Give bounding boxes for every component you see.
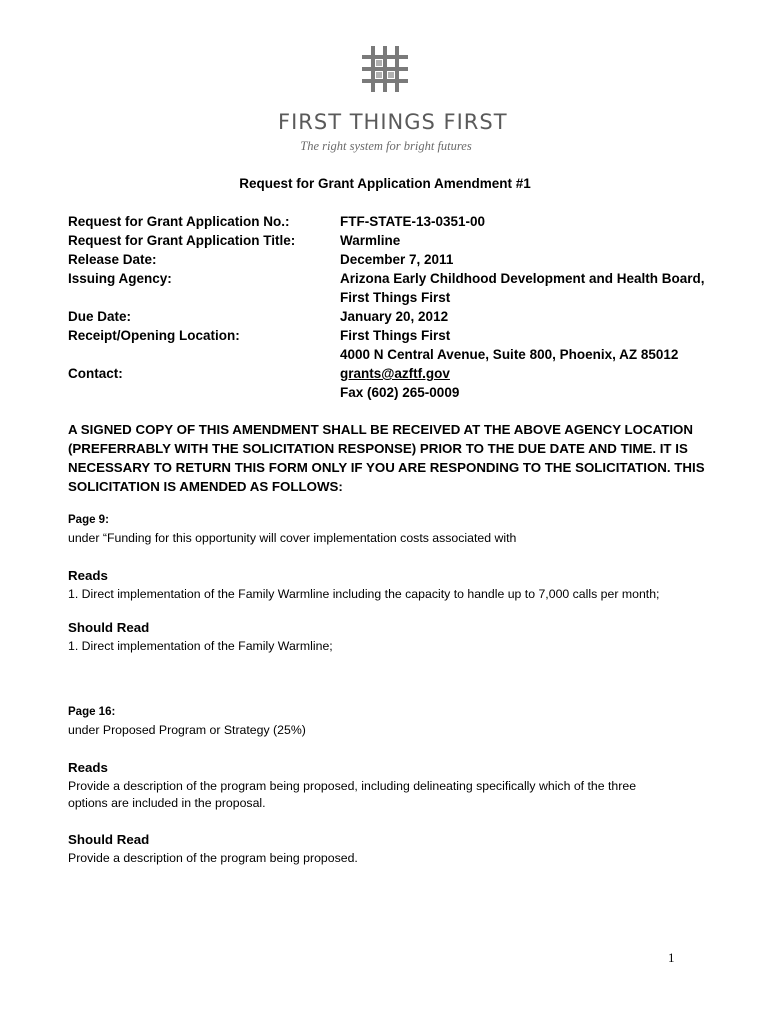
issuing-agency-label: Issuing Agency: (68, 271, 172, 286)
issuing-agency-line1: Arizona Early Childhood Development and Health Board, (340, 271, 705, 286)
amendment1-reads-text: 1. Direct implementation of the Family Warmline including the capacity to handle up to 7,000 calls per month; (68, 587, 660, 601)
amendment2-reads-heading: Reads (68, 760, 108, 775)
notice-line: SOLICITATION IS AMENDED AS FOLLOWS: (68, 479, 343, 494)
contact-email-link[interactable]: grants@azftf.gov (340, 366, 450, 381)
amendment2-context: under Proposed Program or Strategy (25%) (68, 723, 306, 737)
due-date-value: January 20, 2012 (340, 309, 449, 324)
location-line2: 4000 N Central Avenue, Suite 800, Phoenix, AZ 85012 (340, 347, 679, 362)
amendment1-context: under “Funding for this opportunity will cover implementation costs associated with (68, 531, 517, 545)
contact-label: Contact: (68, 366, 123, 381)
notice-line: (PREFERRABLY WITH THE SOLICITATION RESPONSE) PRIOR TO THE DUE DATE AND TIME. IT IS (68, 441, 688, 456)
logo-lattice-icon (362, 46, 408, 92)
app-no-value: FTF-STATE-13-0351-00 (340, 214, 486, 229)
app-no-label: Request for Grant Application No.: (68, 214, 290, 229)
amendment2-page-ref: Page 16: (68, 706, 116, 718)
document-title: Request for Grant Application Amendment #1 (239, 176, 531, 191)
amendment2-reads-line2: options are included in the proposal. (68, 796, 266, 810)
amendment1-page-ref: Page 9: (68, 514, 109, 526)
app-title-label: Request for Grant Application Title: (68, 233, 296, 248)
amendment-notice (68, 420, 708, 496)
notice-line: A SIGNED COPY OF THIS AMENDMENT SHALL BE RECEIVED AT THE ABOVE AGENCY LOCATION (68, 422, 693, 437)
release-date-label: Release Date: (68, 252, 157, 267)
amendment1-should-text: 1. Direct implementation of the Family Warmline; (68, 639, 333, 653)
release-date-value: December 7, 2011 (340, 252, 454, 267)
first-things-first-logo (278, 46, 508, 158)
issuing-agency-line2: First Things First (340, 290, 451, 305)
location-line1: First Things First (340, 328, 451, 343)
amendment2-should-text: Provide a description of the program being proposed. (68, 851, 358, 865)
notice-line: NECESSARY TO RETURN THIS FORM ONLY IF YOU ARE RESPONDING TO THE SOLICITATION. THIS (68, 460, 705, 475)
amendment1-reads-heading: Reads (68, 568, 108, 583)
amendment2-reads-line1: Provide a description of the program being proposed, including delineating specifically which of the three (68, 779, 637, 793)
page-number: 1 (668, 950, 675, 965)
amendment1-should-heading: Should Read (68, 620, 150, 635)
due-date-label: Due Date: (68, 309, 132, 324)
logo-name: FIRST THINGS FIRST (278, 110, 508, 134)
app-title-value: Warmline (340, 233, 401, 248)
logo-tagline: The right system for bright futures (300, 139, 472, 153)
contact-fax: Fax (602) 265-0009 (340, 385, 460, 400)
amendment2-should-heading: Should Read (68, 832, 150, 847)
location-label: Receipt/Opening Location: (68, 328, 240, 343)
